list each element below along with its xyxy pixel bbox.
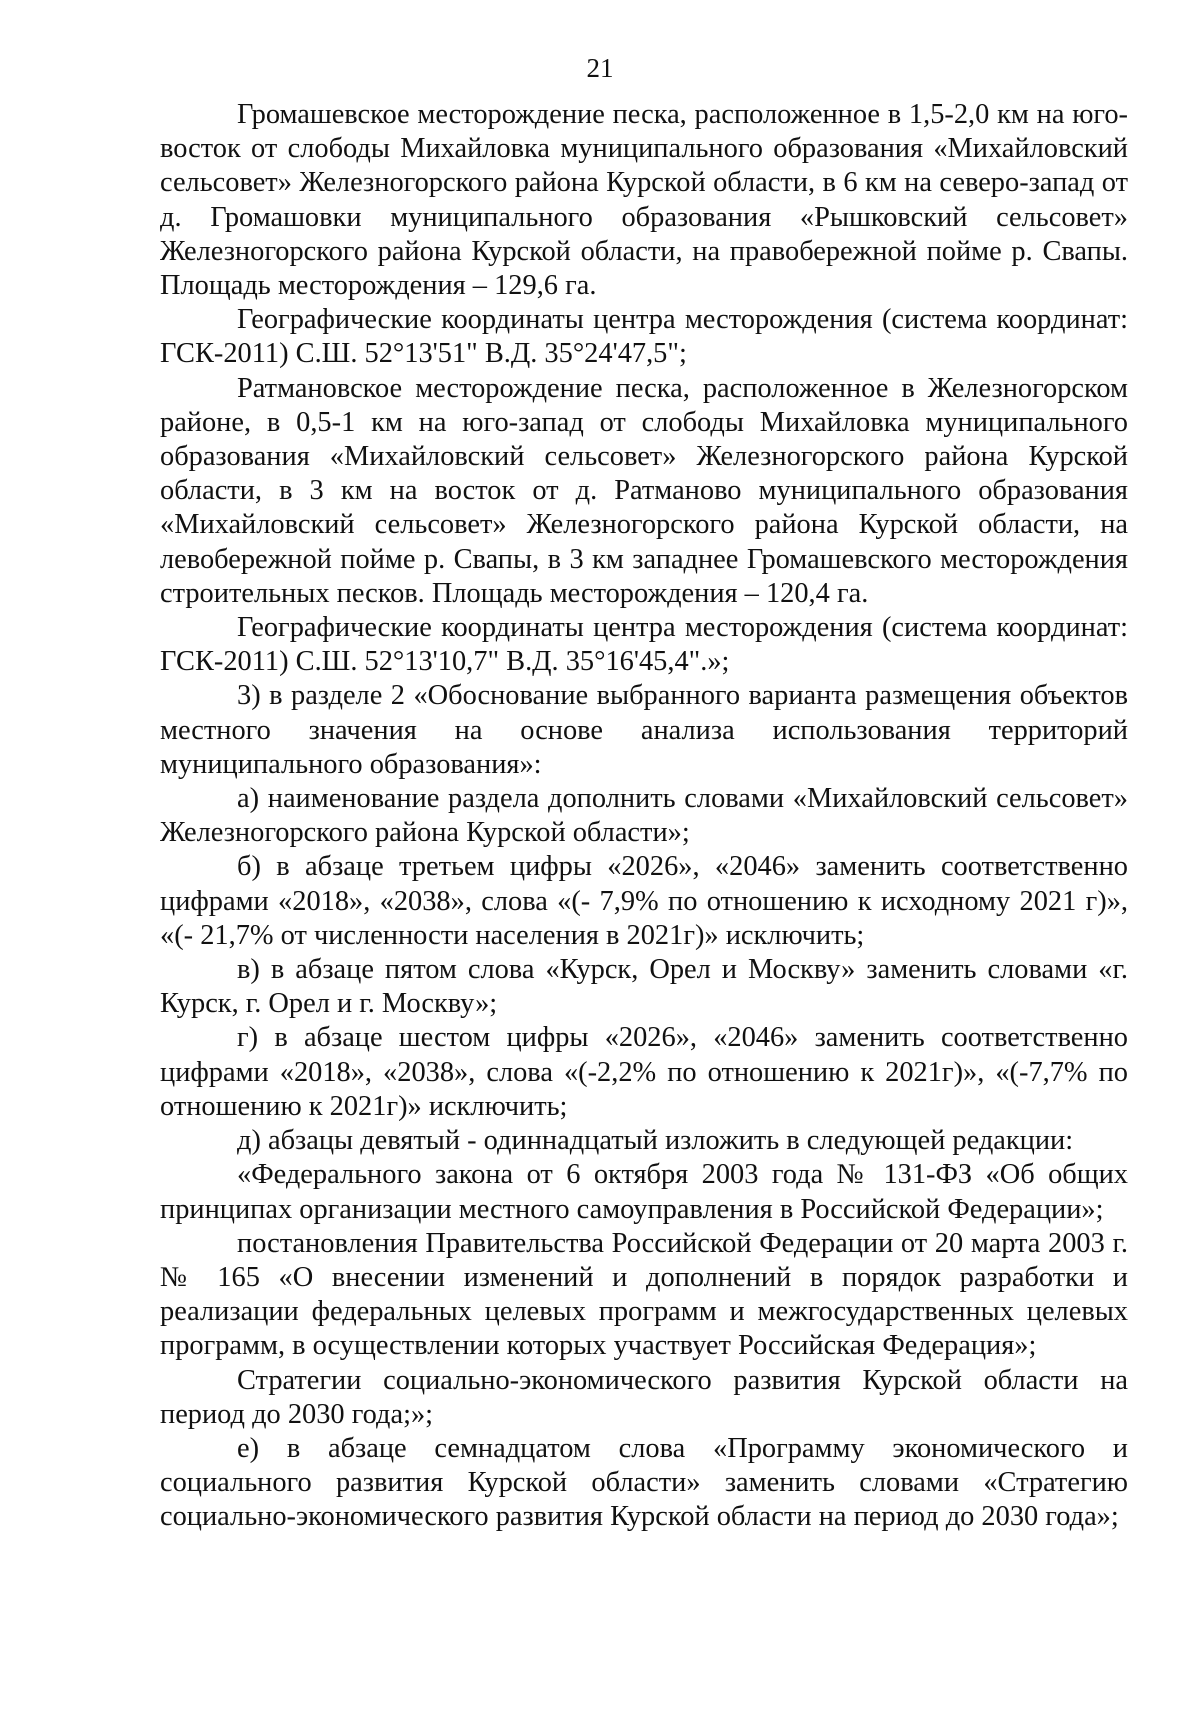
paragraph-federal-law: «Федерального закона от 6 октября 2003 года № 131-ФЗ «Об общих принципах организации местного самоуправления в Российской Федерации»; [160, 1159, 1128, 1225]
paragraph-ratmanovskoe-deposit: Ратмановское месторождение песка, расположенное в Железногорском районе, в 0,5-1 км на юго-запад от слободы Михайловка муниципального образования «Михайловский сельсовет» Железногорского района Курской области, в 3 км на восток от д. Ратманово муниципального образования «Михайловский сельсовет» Железногорского района Курской области, на левобережной пойме р. Свапы, в 3 км западнее Громашевского месторождения строительных песков. Площадь месторождения – 120,4 га. [160, 372, 1128, 609]
paragraph-section-2-intro: 3) в разделе 2 «Обоснование выбранного варианта размещения объектов местного значения на основе анализа использования территорий муниципального образования»: [160, 680, 1128, 780]
paragraph-item-d: д) абзацы девятый - одиннадцатый изложить в следующей редакции: [237, 1125, 1074, 1157]
paragraph-item-v: в) в абзаце пятом слова «Курск, Орел и Москву» заменить словами «г. Курск, г. Орел и г. Москву»; [160, 954, 1128, 1020]
document-body [160, 98, 1128, 1535]
paragraph-gromashevskoe-coordinates: Географические координаты центра месторождения (система координат: ГСК-2011) С.Ш. 52°13'51" В.Д. 35°24'47,5"; [160, 304, 1128, 370]
paragraph-item-e: е) в абзаце семнадцатом слова «Программу экономического и социального развития Курской области» заменить словами «Стратегию социально-экономического развития Курской области на период до 2030 года»; [160, 1432, 1128, 1533]
paragraph-strategy: Стратегии социально-экономического развития Курской области на период до 2030 года;»; [160, 1364, 1128, 1430]
paragraph-item-g: г) в абзаце шестом цифры «2026», «2046» заменить соответственно цифрами «2018», «2038», слова «(-2,2% по отношению к 2021г)», «(-7,7% по отношению к 2021г)» исключить; [160, 1022, 1128, 1122]
paragraph-government-decree: постановления Правительства Российской Федерации от 20 марта 2003 г. № 165 «О внесении изменений и дополнений в порядок разработки и реализации федеральных целевых программ и межгосударственных целевых программ, в осуществлении которых участвует Российская Федерация»; [160, 1227, 1128, 1362]
page-number: 21 [586, 53, 614, 83]
paragraph-item-a: а) наименование раздела дополнить словами «Михайловский сельсовет» Железногорского района Курской области»; [160, 783, 1128, 849]
paragraph-gromashevskoe-deposit: Громашевское месторождение песка, расположенное в 1,5-2,0 км на юго-восток от слободы Михайловка муниципального образования «Михайловский сельсовет» Железногорского района Курской области, в 6 км на северо-запад от д. Громашовки муниципального образования «Рышковский сельсовет» Железногорского района Курской области, на правобережной пойме р. Свапы. Площадь месторождения – 129,6 га. [160, 99, 1128, 302]
paragraph-item-b: б) в абзаце третьем цифры «2026», «2046» заменить соответственно цифрами «2018», «2038», слова «(- 7,9% по отношению к исходному 2021 г)», «(- 21,7% от численности населения в 2021г)» исключить; [160, 851, 1128, 951]
paragraph-ratmanovskoe-coordinates: Географические координаты центра месторождения (система координат: ГСК-2011) С.Ш. 52°13'10,7" В.Д. 35°16'45,4".»; [160, 612, 1128, 678]
